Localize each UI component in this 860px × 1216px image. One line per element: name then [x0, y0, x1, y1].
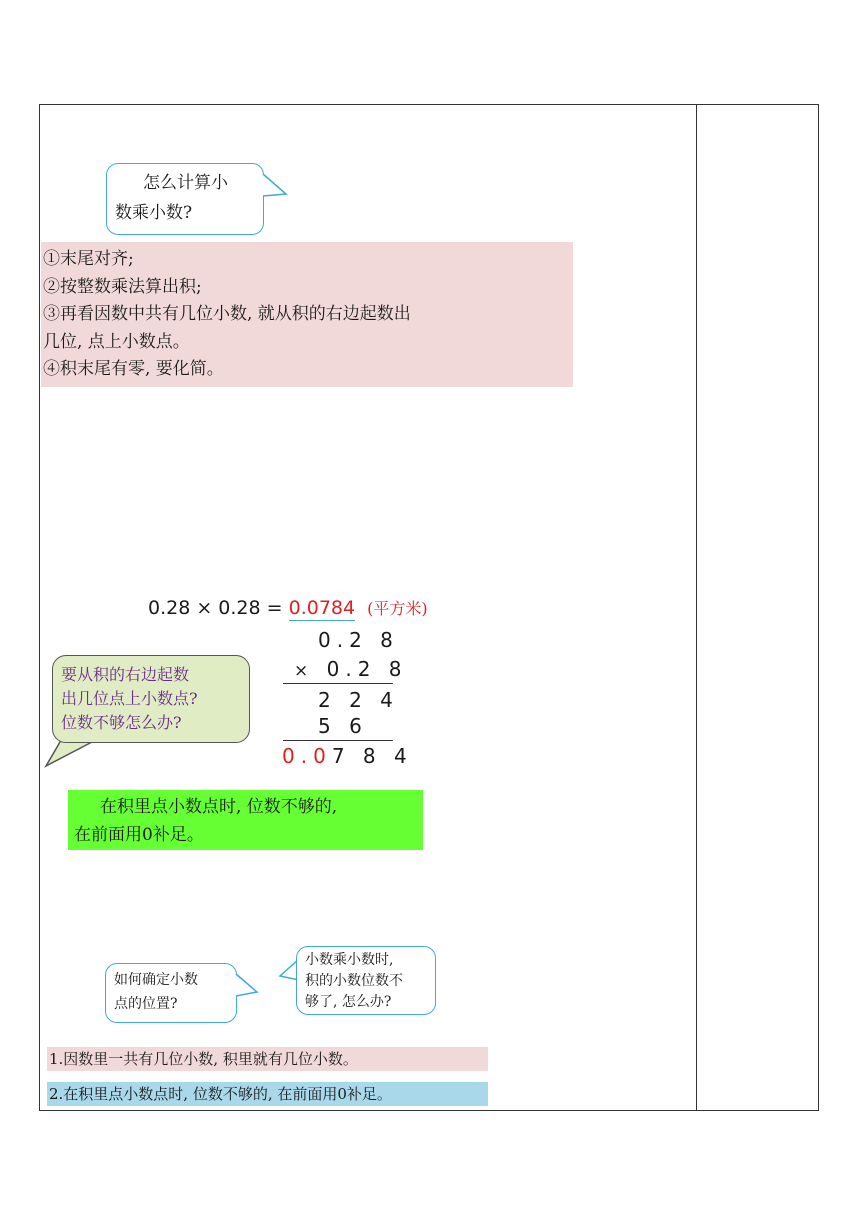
- bubble-line: 如何确定小数: [114, 972, 198, 988]
- speech-bubble-how-to-calculate: [106, 163, 264, 235]
- step-item: ②按整数乘法算出积;: [43, 276, 202, 297]
- summary-item-1: 1.因数里一共有几位小数, 积里就有几位小数。: [47, 1047, 488, 1071]
- calc-rule: [283, 740, 393, 741]
- question-bubble: [52, 655, 250, 743]
- bubble-line: 小数乘小数时,: [305, 952, 394, 968]
- question-line: 要从积的右边起数: [61, 665, 190, 684]
- calc-rule: [283, 683, 393, 684]
- speech-bubble-not-enough-digits: [296, 946, 436, 1015]
- multiply-sign: ×: [294, 661, 315, 681]
- table-column-divider: [696, 104, 697, 1111]
- bubble-line: 数乘小数?: [115, 203, 193, 223]
- step-item: ③再看因数中共有几位小数, 就从积的右边起数出: [43, 304, 411, 324]
- bubble-tail-icon: [262, 172, 290, 202]
- summary-item-2: 2.在积里点小数点时, 位数不够的, 在前面用0补足。: [47, 1082, 488, 1106]
- product-leading-zeros: 0.0: [282, 744, 332, 768]
- bubble-tail-icon: [235, 972, 261, 1002]
- bubble-line: 怎么计算小: [143, 173, 228, 193]
- bubble-line: 积的小数位数不: [305, 973, 403, 989]
- calc-factor2: 0.2 8: [326, 657, 408, 681]
- product-digits: 7 8 4: [331, 744, 413, 768]
- bubble-line: 够了, 怎么办?: [305, 994, 392, 1010]
- question-line: 出几位点上小数点?: [61, 689, 198, 708]
- equation-unit: (平方米): [367, 599, 428, 618]
- calc-factor2-row: [294, 657, 408, 681]
- rule-line: 在积里点小数点时, 位数不够的,: [100, 797, 338, 817]
- bubble-line: 点的位置?: [114, 996, 178, 1012]
- equation-left: 0.28 × 0.28 =: [148, 597, 283, 619]
- rule-line: 在前面用0补足。: [74, 825, 204, 845]
- step-item: 几位, 点上小数点。: [43, 331, 190, 352]
- calc-factor1: 0.2 8: [318, 628, 399, 652]
- question-line: 位数不够怎么办?: [61, 713, 182, 732]
- step-item: ④积末尾有零, 要化简。: [43, 359, 224, 379]
- steps-box: [41, 242, 573, 387]
- speech-bubble-decimal-position: [105, 963, 237, 1023]
- equation: [148, 596, 428, 619]
- step-item: ①末尾对齐;: [43, 249, 134, 269]
- calc-product: [282, 744, 413, 768]
- calc-partial2: 5 6: [318, 714, 368, 738]
- equation-result: 0.0784: [288, 597, 356, 619]
- rule-highlight-box: [68, 790, 423, 850]
- calc-partial1: 2 2 4: [318, 688, 399, 712]
